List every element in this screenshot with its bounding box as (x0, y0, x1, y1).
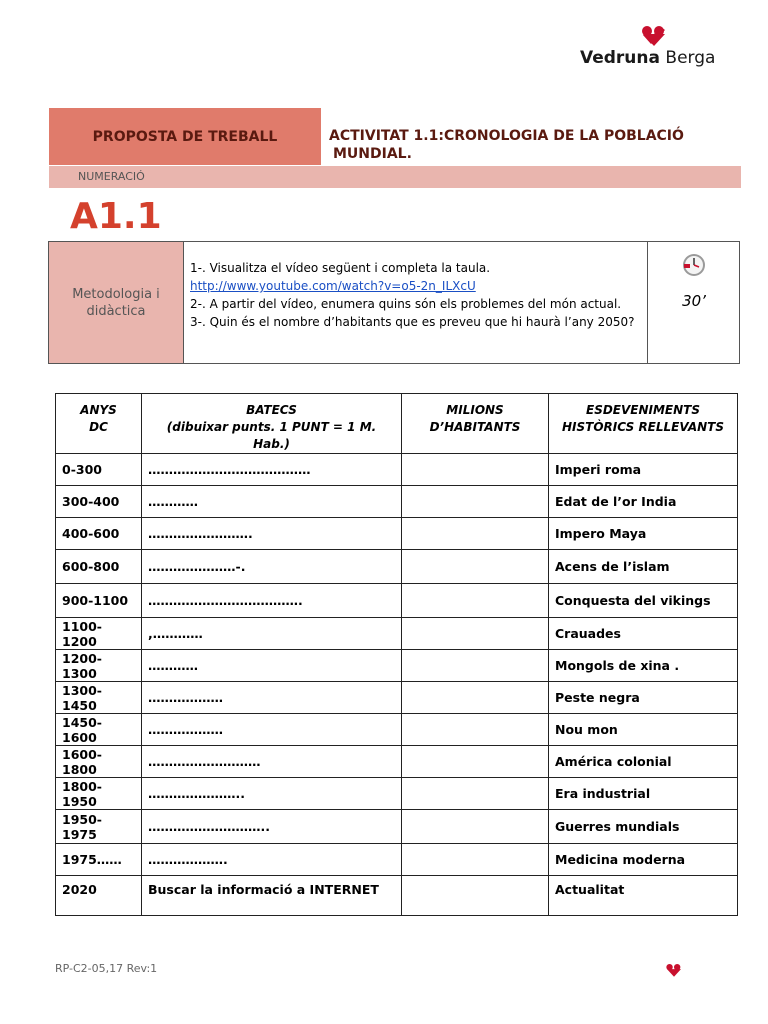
table-row (56, 714, 738, 746)
cell-esdeveniments: Imperi roma (549, 454, 738, 486)
cell-batecs[interactable]: ,………… (142, 618, 402, 650)
logo-text: Vedruna Berga (580, 48, 716, 68)
table-row (56, 810, 738, 844)
table-row (56, 584, 738, 618)
cell-batecs[interactable]: ………… (142, 486, 402, 518)
table-row (56, 650, 738, 682)
methodology-instructions (190, 259, 640, 331)
cell-milions[interactable] (402, 810, 549, 844)
cell-batecs[interactable]: ………………. (142, 844, 402, 876)
header-batecs: BATECS (dibuixar punts. 1 PUNT = 1 M. Hab.) (142, 394, 402, 454)
table-row (56, 778, 738, 810)
video-link[interactable]: http://www.youtube.com/watch?v=o5-2n_ILXcU (190, 279, 476, 293)
header-esdeveniments: ESDEVENIMENTS HISTÒRICS RELLEVANTS (549, 394, 738, 454)
cell-anys: 600-800 (56, 550, 142, 584)
cell-anys: 0-300 (56, 454, 142, 486)
document-code: RP-C2-05,17 Rev:1 (55, 962, 158, 975)
table-row (56, 518, 738, 550)
cell-esdeveniments: Conquesta del vikings (549, 584, 738, 618)
table-header-row (56, 394, 738, 454)
cell-milions[interactable] (402, 454, 549, 486)
cell-milions[interactable] (402, 550, 549, 584)
cell-batecs[interactable]: ……………… (142, 714, 402, 746)
cell-esdeveniments: Nou mon (549, 714, 738, 746)
cell-milions[interactable] (402, 486, 549, 518)
cell-milions[interactable] (402, 746, 549, 778)
cell-esdeveniments: América colonial (549, 746, 738, 778)
methodology-label: Metodologia i didàctica (49, 242, 184, 363)
cell-batecs[interactable]: ………… (142, 650, 402, 682)
cell-anys: 1450-1600 (56, 714, 142, 746)
stopwatch-icon (681, 251, 707, 277)
table-row (56, 454, 738, 486)
methodology-box (48, 241, 740, 364)
table-row (56, 550, 738, 584)
cell-batecs[interactable]: Buscar la informació a INTERNET (142, 876, 402, 916)
chronology-table (55, 393, 738, 916)
cell-anys: 400-600 (56, 518, 142, 550)
cell-anys: 1800-1950 (56, 778, 142, 810)
cell-batecs[interactable]: ……………………. (142, 518, 402, 550)
numeracio-bar (49, 166, 741, 188)
table-row (56, 876, 738, 916)
activity-code: A1.1 (70, 196, 162, 237)
cell-milions[interactable] (402, 618, 549, 650)
cell-milions[interactable] (402, 778, 549, 810)
cell-batecs[interactable]: …………………-. (142, 550, 402, 584)
table-row (56, 618, 738, 650)
cell-esdeveniments: Impero Maya (549, 518, 738, 550)
cell-esdeveniments: Acens de l’islam (549, 550, 738, 584)
cell-milions[interactable] (402, 844, 549, 876)
cell-esdeveniments: Actualitat (549, 876, 738, 916)
cell-esdeveniments: Medicina moderna (549, 844, 738, 876)
table-row (56, 844, 738, 876)
activitat-line1: ACTIVITAT 1.1:CRONOLOGIA DE LA POBLACIÓ (329, 128, 684, 144)
proposta-title: PROPOSTA DE TREBALL (49, 108, 321, 165)
cell-milions[interactable] (402, 650, 549, 682)
cell-anys: 1100-1200 (56, 618, 142, 650)
header-milions: MILIONS D’HABITANTS (402, 394, 549, 454)
header-anys: ANYS DC (56, 394, 142, 454)
cell-anys: 2020 (56, 876, 142, 916)
cell-milions[interactable] (402, 518, 549, 550)
cell-milions[interactable] (402, 584, 549, 618)
cell-esdeveniments: Crauades (549, 618, 738, 650)
time-cell (647, 242, 740, 363)
cell-anys: 900-1100 (56, 584, 142, 618)
cell-anys: 1975…… (56, 844, 142, 876)
vedruna-logo (580, 26, 716, 70)
time-value: 30’ (682, 292, 706, 310)
cell-anys: 300-400 (56, 486, 142, 518)
cell-anys: 1200-1300 (56, 650, 142, 682)
cell-milions[interactable] (402, 714, 549, 746)
cell-esdeveniments: Era industrial (549, 778, 738, 810)
activitat-line2: MUNDIAL. (333, 146, 412, 162)
cell-esdeveniments: Guerres mundials (549, 810, 738, 844)
step-1: 1-. Visualitza el vídeo següent i completa la taula. (190, 261, 491, 275)
cell-batecs[interactable]: ……………………… (142, 746, 402, 778)
numeracio-label: NUMERACIÓ (78, 170, 145, 183)
step-2: 2-. A partir del vídeo, enumera quins són els problemes del món actual. (190, 297, 622, 311)
step-3: 3-. Quin és el nombre d’habitants que es preveu que hi haurà l’any 2050? (190, 315, 635, 329)
cell-esdeveniments: Edat de l’or India (549, 486, 738, 518)
cell-milions[interactable] (402, 682, 549, 714)
cell-esdeveniments: Peste negra (549, 682, 738, 714)
table-row (56, 746, 738, 778)
cell-batecs[interactable]: ………………….. (142, 778, 402, 810)
cell-anys: 1950-1975 (56, 810, 142, 844)
table-row (56, 682, 738, 714)
cell-anys: 1300-1450 (56, 682, 142, 714)
cell-batecs[interactable]: ……………………….. (142, 810, 402, 844)
cell-batecs[interactable]: ……………… (142, 682, 402, 714)
cell-batecs[interactable]: ………………………………… (142, 454, 402, 486)
cell-esdeveniments: Mongols de xina . (549, 650, 738, 682)
table-row (56, 486, 738, 518)
activitat-title (329, 127, 729, 163)
cell-batecs[interactable]: ………………………………. (142, 584, 402, 618)
cell-milions[interactable] (402, 876, 549, 916)
cell-anys: 1600-1800 (56, 746, 142, 778)
heart-check-icon (640, 26, 668, 48)
heart-check-icon (664, 964, 684, 978)
